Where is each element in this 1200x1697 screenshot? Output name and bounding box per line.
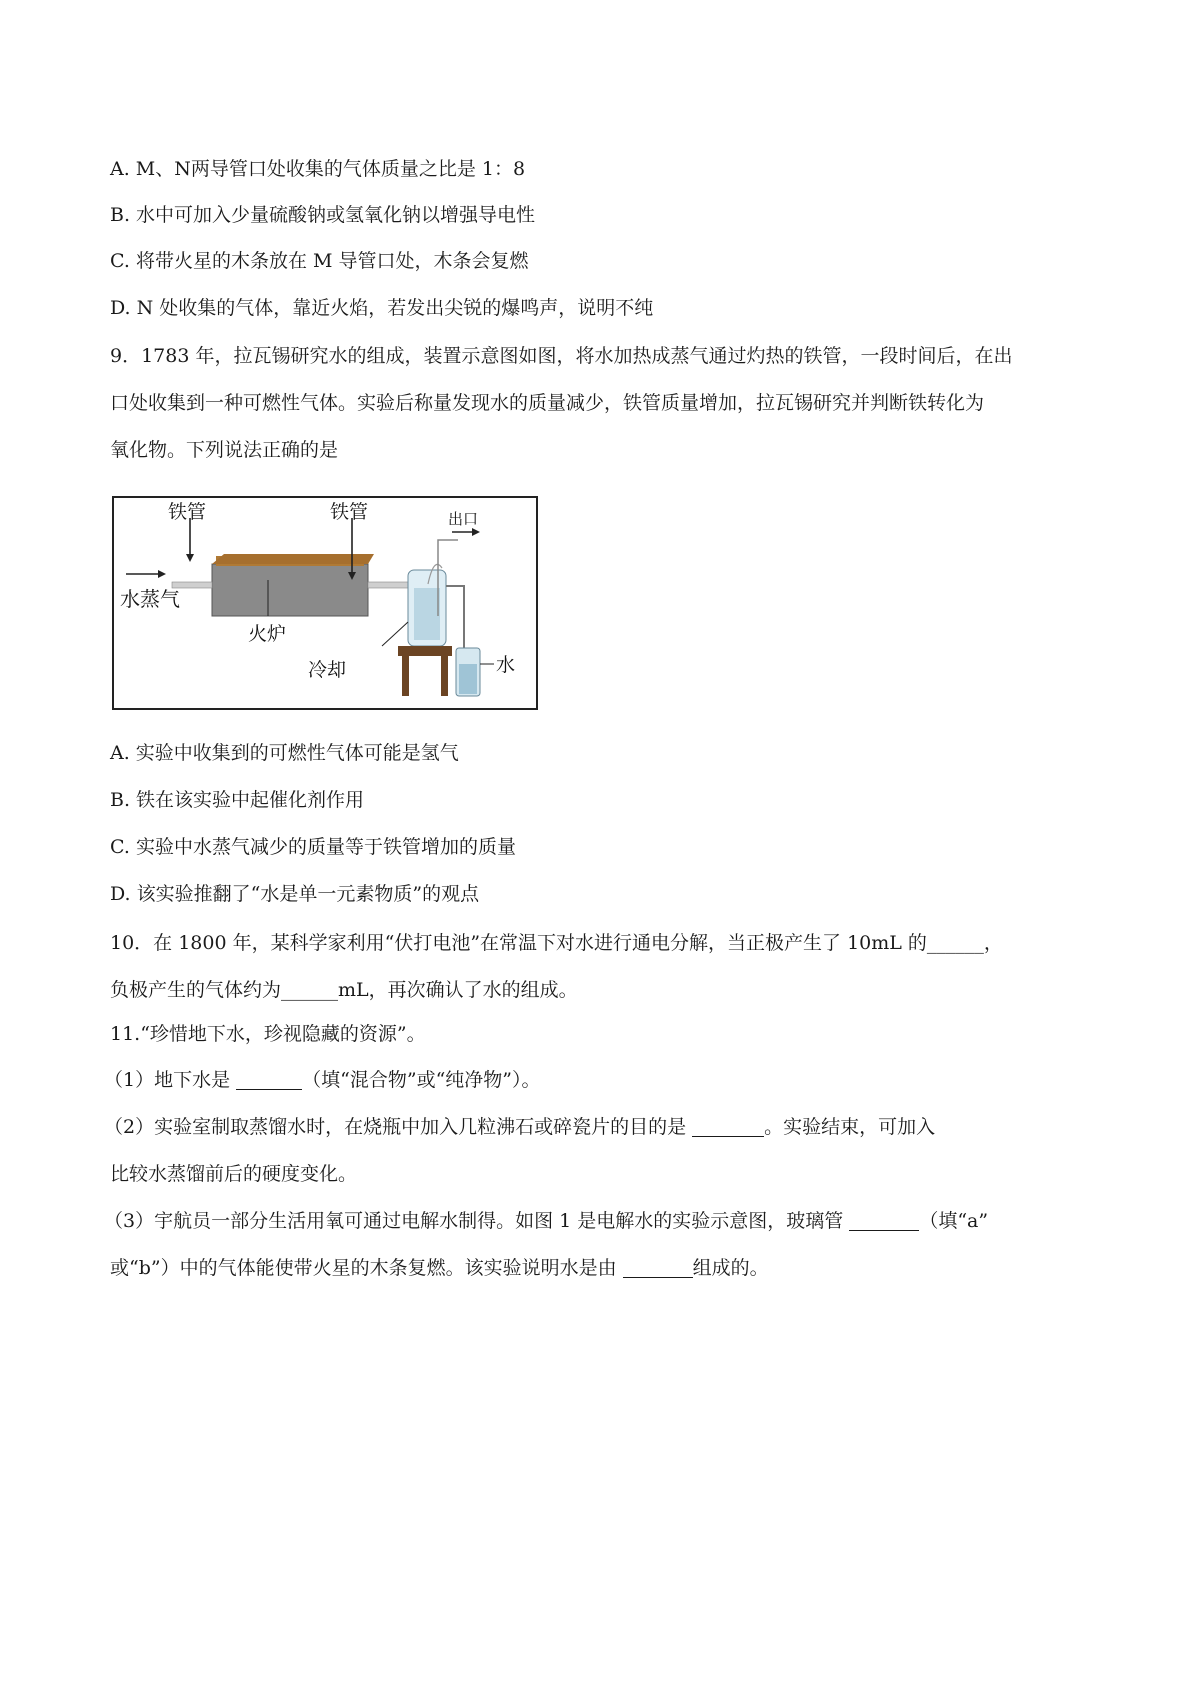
q11-p3-blank-1[interactable] [849, 1210, 919, 1231]
q8-option-a: A. M、N两导管口处收集的气体质量之比是 1：8 [110, 158, 526, 180]
q11-p1-blank[interactable] [236, 1069, 302, 1090]
q11-part-3 [104, 1208, 988, 1234]
q9-option-b: B. 铁在该实验中起催化剂作用 [110, 789, 365, 811]
q11-p3-text-b: （填“a” [919, 1210, 989, 1232]
q11-p1-text-b: （填“混合物”或“纯净物”）。 [302, 1069, 541, 1091]
label-tube-right: 铁管 [330, 501, 369, 523]
q10-line-1: 10．在 1800 年，某科学家利用“伏打电池”在常温下对水进行通电分解，当正极产生了 10mL 的______， [110, 932, 1003, 954]
q11-part-1 [104, 1067, 541, 1093]
q11-p2-text-b: 。实验结束，可加入 [764, 1116, 936, 1138]
q9-stem-line-2: 口处收集到一种可燃性气体。实验后称量发现水的质量减少，铁管质量增加，拉瓦锡研究并判断铁转化为 [110, 392, 985, 414]
q9-option-d: D. 该实验推翻了“水是单一元素物质”的观点 [110, 883, 480, 905]
label-outlet: 出口 [448, 510, 479, 528]
label-water: 水 [496, 654, 516, 676]
q9-option-a: A. 实验中收集到的可燃性气体可能是氢气 [110, 742, 459, 764]
furnace-body [212, 564, 368, 616]
label-tube-left: 铁管 [168, 501, 207, 523]
q10-line-2: 负极产生的气体约为______mL，再次确认了水的组成。 [110, 979, 578, 1001]
stand-leg-right [441, 656, 448, 696]
label-cooling: 冷却 [308, 659, 347, 681]
q11-part-2-line-2: 比较水蒸馏前后的硬度变化。 [110, 1163, 358, 1185]
q9-stem-line-3: 氧化物。下列说法正确的是 [110, 439, 339, 461]
q8-option-c: C. 将带火星的木条放在 M 导管口处，木条会复燃 [110, 250, 529, 272]
q11-p3-text-d: 组成的。 [692, 1257, 769, 1279]
q11-p1-text-a: （1）地下水是 [104, 1069, 237, 1091]
q9-option-c: C. 实验中水蒸气减少的质量等于铁管增加的质量 [110, 836, 516, 858]
stand-top [398, 646, 452, 656]
q11-part-2 [104, 1114, 935, 1140]
q11-p3-blank-2[interactable] [623, 1257, 693, 1278]
cooling-water [414, 588, 440, 640]
label-furnace: 火炉 [248, 623, 287, 645]
stand-leg-left [402, 656, 409, 696]
furnace-top-bevel [212, 554, 374, 564]
q9-stem-line-1: 9．1783 年，拉瓦锡研究水的组成，装置示意图如图，将水加热成蒸气通过灼热的铁管，一段时间后，在出 [110, 345, 1013, 367]
q8-option-d: D. N 处收集的气体，靠近火焰，若发出尖锐的爆鸣声，说明不纯 [110, 297, 654, 319]
q11-p2-blank[interactable] [692, 1116, 764, 1137]
collection-water [459, 664, 477, 694]
label-steam: 水蒸气 [120, 587, 180, 611]
q11-p2-text-a: （2）实验室制取蒸馏水时，在烧瓶中加入几粒沸石或碎瓷片的目的是 [104, 1116, 693, 1138]
lavoisier-apparatus-figure [112, 496, 538, 710]
q11-p3-text-c: 或“b”）中的气体能使带火星的木条复燃。该实验说明水是由 [110, 1257, 623, 1279]
q11-p3-text-a: （3）宇航员一部分生活用氧可通过电解水制得。如图 1 是电解水的实验示意图，玻璃管 [104, 1210, 850, 1232]
q11-stem: 11.“珍惜地下水，珍视隐藏的资源”。 [110, 1023, 426, 1045]
q8-option-b: B. 水中可加入少量硫酸钠或氢氧化钠以增强导电性 [110, 204, 536, 226]
q11-part-3-line-2 [110, 1255, 769, 1281]
